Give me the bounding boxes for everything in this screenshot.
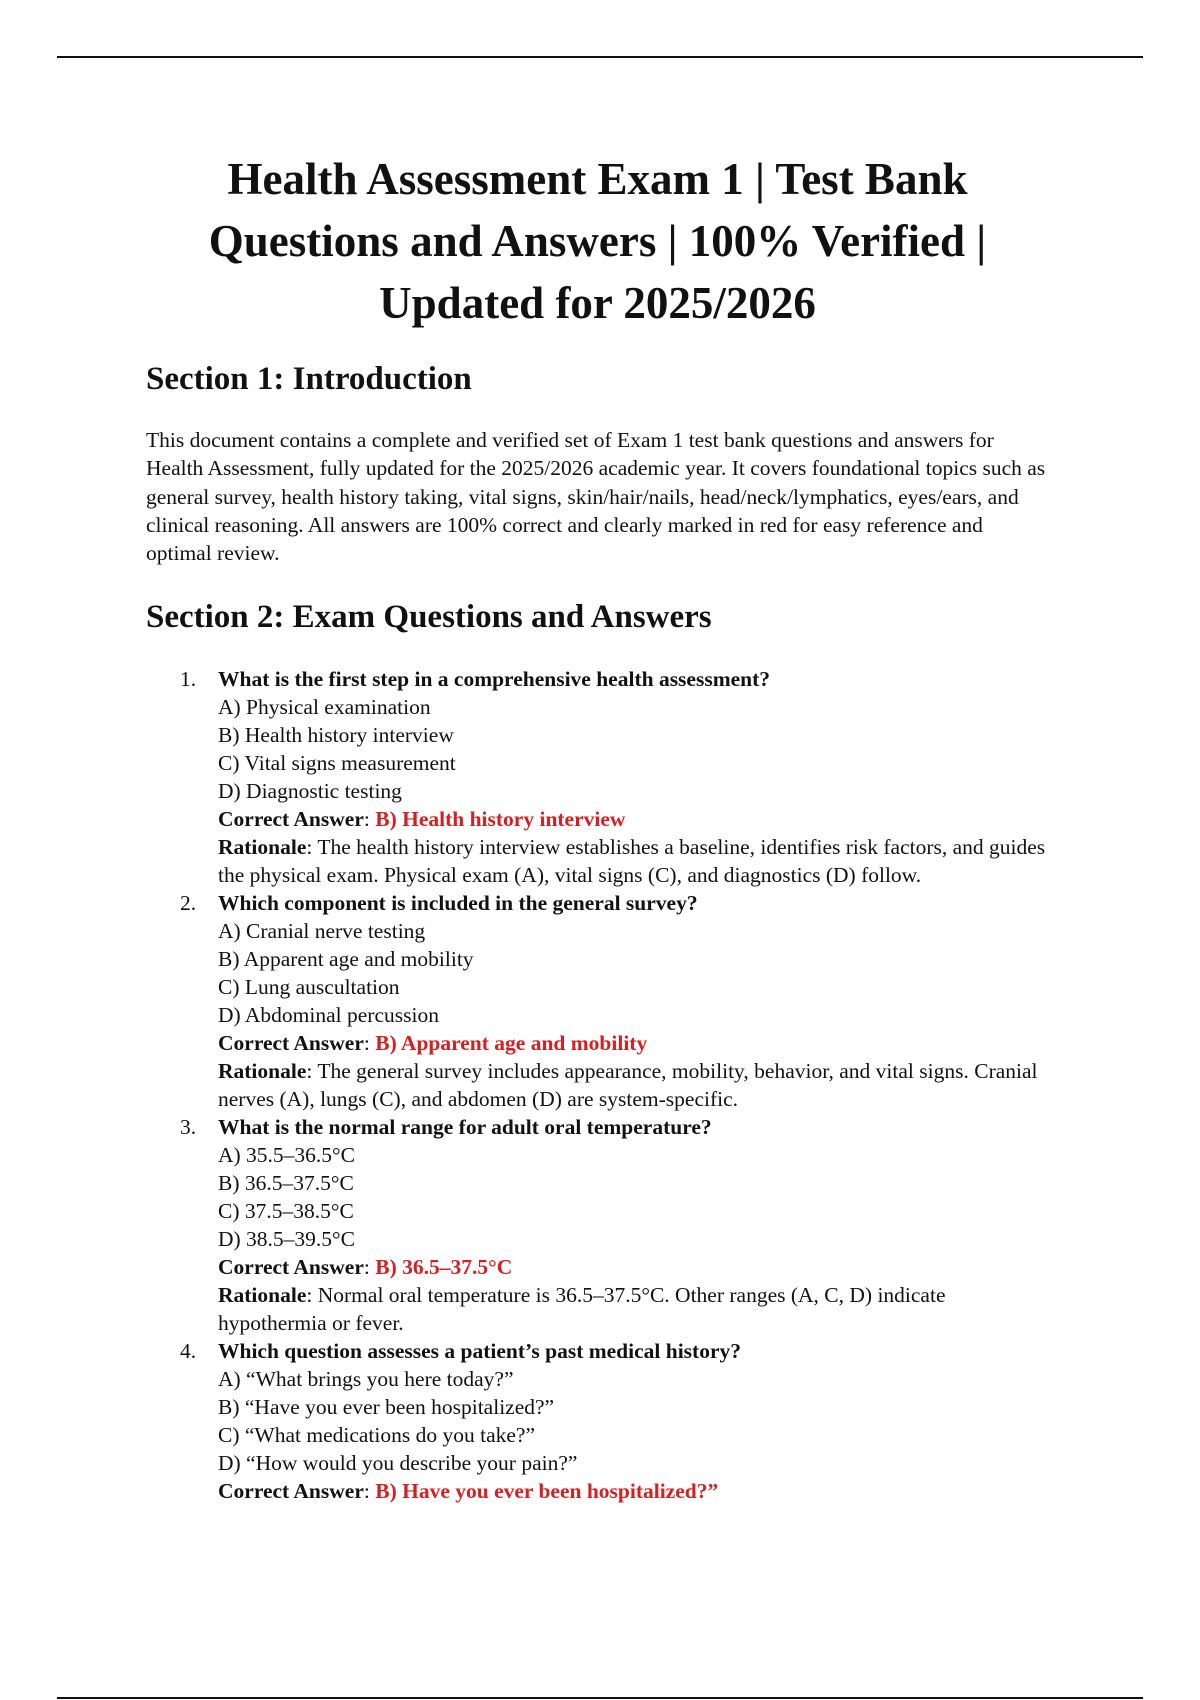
correct-answer-line <box>218 1477 1058 1505</box>
rationale-text: The health history interview establishes a baseline, identifies risk factors, and guides the physical exam. Physical exam (A), vital signs (C), and diagnostics (D) follow. <box>218 835 1046 887</box>
option-a: A) Cranial nerve testing <box>218 919 426 943</box>
option-b: B) Health history interview <box>218 723 454 747</box>
question-number: 3. <box>180 1115 197 1139</box>
question-item <box>0 1113 1058 1337</box>
option-d: D) Diagnostic testing <box>218 779 402 803</box>
rationale-line <box>218 1281 1058 1337</box>
option-b: B) Apparent age and mobility <box>218 947 474 971</box>
intro-paragraph: This document contains a complete and verified set of Exam 1 test bank questions and answers for Health Assessment, fully updated for the 2025/2026 academic year. It covers foundational topics such as general survey, health history taking, vital signs, skin/hair/nails, head/neck/lymphatics, eyes/ears, and clinical reasoning. All answers are 100% correct and clearly marked in red for easy reference and optimal review. <box>146 428 1046 566</box>
question-text: What is the normal range for adult oral temperature? <box>218 1115 712 1139</box>
rationale-text: Normal oral temperature is 36.5–37.5°C. Other ranges (A, C, D) indicate hypothermia or fever. <box>218 1283 946 1335</box>
correct-answer-line <box>218 1029 1058 1057</box>
correct-answer-value: B) Have you ever been hospitalized?” <box>375 1479 719 1503</box>
rationale-line <box>218 833 1058 889</box>
option-a: A) 35.5–36.5°C <box>218 1143 355 1167</box>
option-d: D) Abdominal percussion <box>218 1003 439 1027</box>
label-separator: : <box>363 807 376 831</box>
option-a: A) “What brings you here today?” <box>218 1367 514 1391</box>
option-c: C) Vital signs measurement <box>218 751 456 775</box>
rationale-label: Rationale <box>218 835 307 859</box>
label-separator: : <box>363 1031 376 1055</box>
question-item <box>0 1337 1058 1505</box>
document-title: Health Assessment Exam 1 | Test Bank Questions and Answers | 100% Verified | Updated for 2025/2026 <box>208 154 987 328</box>
bottom-rule <box>57 1697 1143 1699</box>
option-b: B) 36.5–37.5°C <box>218 1171 354 1195</box>
option-a: A) Physical examination <box>218 695 431 719</box>
correct-answer-label: Correct Answer <box>218 807 364 831</box>
question-text: Which component is included in the general survey? <box>218 891 698 915</box>
label-separator: : <box>363 1255 376 1279</box>
label-separator: : <box>306 1283 318 1307</box>
correct-answer-value: B) 36.5–37.5°C <box>375 1255 513 1279</box>
rationale-line <box>218 1057 1058 1113</box>
option-b: B) “Have you ever been hospitalized?” <box>218 1395 555 1419</box>
rationale-label: Rationale <box>218 1283 307 1307</box>
label-separator: : <box>306 1059 318 1083</box>
question-number: 1. <box>180 667 197 691</box>
correct-answer-line <box>218 805 1058 833</box>
correct-answer-value: B) Health history interview <box>375 807 626 831</box>
option-c: C) Lung auscultation <box>218 975 400 999</box>
option-c: C) “What medications do you take?” <box>218 1423 536 1447</box>
rationale-label: Rationale <box>218 1059 307 1083</box>
option-d: D) 38.5–39.5°C <box>218 1227 355 1251</box>
correct-answer-line <box>218 1253 1058 1281</box>
rationale-text: The general survey includes appearance, mobility, behavior, and vital signs. Cranial nerves (A), lungs (C), and abdomen (D) are system-specific. <box>218 1059 1038 1111</box>
correct-answer-label: Correct Answer <box>218 1255 364 1279</box>
section-heading-exam: Section 2: Exam Questions and Answers <box>146 599 712 635</box>
question-number: 2. <box>180 891 197 915</box>
question-number: 4. <box>180 1339 197 1363</box>
question-text: Which question assesses a patient’s past medical history? <box>218 1339 742 1363</box>
correct-answer-label: Correct Answer <box>218 1479 364 1503</box>
label-separator: : <box>363 1479 376 1503</box>
option-c: C) 37.5–38.5°C <box>218 1199 354 1223</box>
question-item <box>0 889 1058 1113</box>
correct-answer-value: B) Apparent age and mobility <box>375 1031 648 1055</box>
option-d: D) “How would you describe your pain?” <box>218 1451 578 1475</box>
section-heading-introduction: Section 1: Introduction <box>146 361 472 397</box>
label-separator: : <box>306 835 318 859</box>
top-rule <box>57 56 1143 58</box>
question-item <box>0 665 1058 889</box>
correct-answer-label: Correct Answer <box>218 1031 364 1055</box>
question-list <box>0 665 1200 1505</box>
question-text: What is the first step in a comprehensive health assessment? <box>218 667 771 691</box>
